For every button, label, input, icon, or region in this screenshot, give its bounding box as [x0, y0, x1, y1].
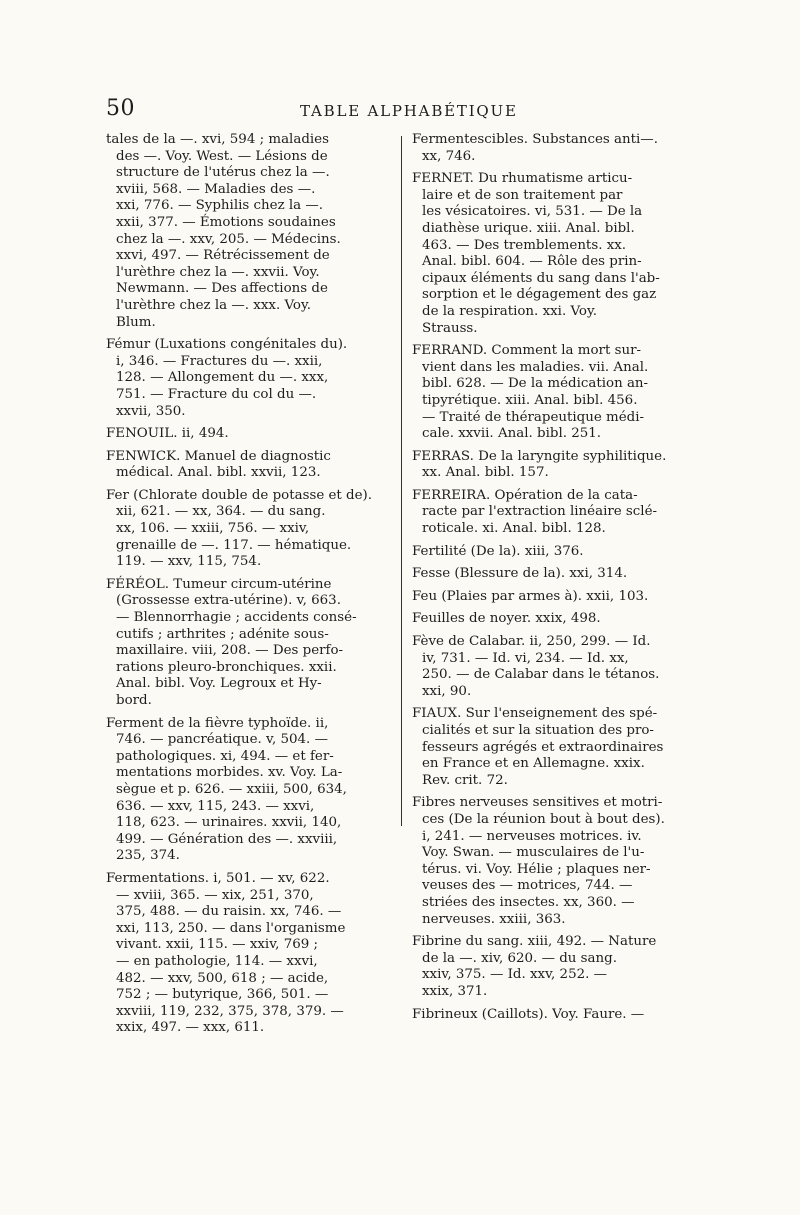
index-entry-line: cale. xxvii. Anal. bibl. 251.: [422, 426, 602, 442]
index-entry-line: 751. — Fracture du col du —.: [116, 386, 317, 402]
index-entry: [412, 589, 704, 606]
index-entry: [412, 706, 704, 789]
index-entry: [106, 337, 404, 420]
index-entry-line: FÉRÉOL. Tumeur circum-utérine: [106, 576, 332, 592]
index-entry: [106, 871, 404, 1037]
running-head: TABLE ALPHABÉTIQUE: [300, 102, 518, 120]
index-entry-line: 128. — Allongement du —. xxx,: [116, 370, 329, 386]
index-entry: [412, 934, 704, 1000]
index-entry-line: 636. — xxv, 115, 243. — xxvi,: [116, 798, 315, 814]
index-entry-line: térus. vi. Voy. Hélie ; plaques ner-: [422, 861, 651, 877]
index-entry-line: iv, 731. — Id. vi, 234. — Id. xx,: [422, 650, 629, 666]
index-entry: [106, 449, 404, 482]
index-entry-line: cipaux éléments du sang dans l'ab-: [422, 270, 660, 286]
page-number: 50: [106, 96, 135, 121]
index-entry-line: tipyrétique. xiii. Anal. bibl. 456.: [422, 392, 638, 408]
index-entry-line: xii, 621. — xx, 364. — du sang.: [116, 504, 326, 520]
index-entry-line: 746. — pancréatique. v, 504. —: [116, 732, 328, 748]
index-entry-line: xxvii, 350.: [116, 403, 186, 419]
index-entry-line: xxi, 90.: [422, 683, 472, 699]
index-entry-line: 752 ; — butyrique, 366, 501. —: [116, 987, 329, 1003]
index-entry: [412, 566, 704, 583]
index-entry-line: 118, 623. — urinaires. xxvii, 140,: [116, 815, 342, 831]
index-entry-line: FIAUX. Sur l'enseignement des spé-: [412, 706, 658, 722]
index-entry-line: xx, 746.: [422, 148, 476, 164]
index-entry-line: Fibrineux (Caillots). Voy. Faure. —: [412, 1006, 645, 1022]
index-entry-line: Feuilles de noyer. xxix, 498.: [412, 611, 601, 627]
index-entry-line: Voy. Swan. — musculaires de l'u-: [422, 845, 645, 861]
index-entry-line: 499. — Génération des —. xxviii,: [116, 831, 338, 847]
index-entry-line: 482. — xxv, 500, 618 ; — acide,: [116, 970, 329, 986]
index-entry-line: FERRAND. Comment la mort sur-: [412, 343, 642, 359]
index-entry-line: tales de la —. xvi, 594 ; maladies: [106, 132, 329, 147]
index-entry-line: racte par l'extraction linéaire sclé-: [422, 504, 658, 520]
index-entry-line: Fesse (Blessure de la). xxi, 314.: [412, 566, 628, 582]
index-entry: [412, 634, 704, 700]
index-entry-line: i, 241. — nerveuses motrices. iv.: [422, 828, 642, 844]
index-entry-line: Fibrine du sang. xiii, 492. — Nature: [412, 934, 657, 950]
index-entry-line: Fer (Chlorate double de potasse et de).: [106, 487, 373, 503]
index-entry-line: xxix, 497. — xxx, 611.: [116, 1020, 265, 1036]
index-entry-line: veuses des — motrices, 744. —: [422, 878, 633, 894]
index-entry-line: vient dans les maladies. vii. Anal.: [422, 359, 649, 375]
index-entry-line: sorption et le dégagement des gaz: [422, 287, 657, 303]
index-entry-line: FERNET. Du rhumatisme articu-: [412, 171, 633, 187]
index-entry-line: xx, 106. — xxiii, 756. — xxiv,: [116, 521, 310, 537]
index-entry-line: les vésicatoires. vi, 531. — De la: [422, 204, 643, 220]
index-entry-line: Newmann. — Des affections de: [116, 281, 328, 297]
index-entry-line: fesseurs agrégés et extraordinaires: [422, 739, 664, 755]
index-entry: [412, 611, 704, 628]
index-entry-line: cutifs ; arthrites ; adénite sous-: [116, 626, 329, 642]
index-entry-line: 463. — Des tremblements. xx.: [422, 237, 627, 253]
index-entry-line: FERRAS. De la laryngite syphilitique.: [412, 448, 667, 464]
index-entry-line: diathèse urique. xiii. Anal. bibl.: [422, 220, 635, 236]
index-entry: [106, 488, 404, 571]
index-entry-line: grenaille de —. 117. — hématique.: [116, 537, 352, 553]
right-column: [412, 132, 704, 1029]
index-entry-line: l'urèthre chez la —. xxvii. Voy.: [116, 264, 320, 280]
index-entry: [412, 544, 704, 561]
index-entry: [412, 488, 704, 538]
index-entry-line: des —. Voy. West. — Lésions de: [116, 148, 328, 164]
index-entry-line: xxiv, 375. — Id. xxv, 252. —: [422, 967, 608, 983]
index-entry-line: Ferment de la fièvre typhoïde. ii,: [106, 715, 329, 731]
index-entry-line: rations pleuro-bronchiques. xxii.: [116, 659, 337, 675]
index-entry: [412, 795, 704, 928]
index-entry-line: Feu (Plaies par armes à). xxii, 103.: [412, 588, 649, 604]
index-entry-line: striées des insectes. xx, 360. —: [422, 894, 635, 910]
index-entry-line: Fémur (Luxations congénitales du).: [106, 337, 348, 353]
index-entry-line: i, 346. — Fractures du —. xxii,: [116, 353, 323, 369]
index-entry-line: Anal. bibl. Voy. Legroux et Hy-: [116, 676, 322, 692]
index-entry-line: cialités et sur la situation des pro-: [422, 723, 654, 738]
index-entry-line: Anal. bibl. 604. — Rôle des prin-: [422, 254, 642, 270]
index-entry-line: maxillaire. viii, 208. — Des perfo-: [116, 643, 344, 659]
index-entry-line: structure de l'utérus chez la —.: [116, 165, 330, 181]
index-entry-line: Fermentations. i, 501. — xv, 622.: [106, 870, 330, 886]
index-entry-line: — Traité de thérapeutique médi-: [422, 409, 645, 425]
index-entry-line: ces (De la réunion bout à bout des).: [422, 811, 665, 827]
index-entry-line: xx. Anal. bibl. 157.: [422, 465, 549, 481]
index-entry-line: bord.: [116, 693, 152, 708]
index-entry-line: de la respiration. xxi. Voy.: [422, 303, 598, 319]
index-entry-line: pathologiques. xi, 494. — et fer-: [116, 748, 334, 764]
index-entry-line: xxvi, 497. — Rétrécissement de: [116, 248, 330, 264]
index-entry-line: FENWICK. Manuel de diagnostic: [106, 448, 331, 464]
index-entry-line: nerveuses. xxiii, 363.: [422, 911, 566, 927]
index-entry-line: Blum.: [116, 314, 156, 330]
index-entry-line: vivant. xxii, 115. — xxiv, 769 ;: [116, 937, 319, 953]
index-entry-line: (Grossesse extra-utérine). v, 663.: [116, 593, 341, 609]
index-entry-line: Strauss.: [422, 320, 478, 336]
index-entry-line: sègue et p. 626. — xxiii, 500, 634,: [116, 781, 347, 797]
index-entry-line: de la —. xiv, 620. — du sang.: [422, 950, 617, 966]
index-entry: [412, 343, 704, 443]
index-entry-line: l'urèthre chez la —. xxx. Voy.: [116, 297, 311, 313]
index-entry-line: xxi, 113, 250. — dans l'organisme: [116, 920, 346, 936]
index-entry-line: 375, 488. — du raisin. xx, 746. —: [116, 904, 342, 920]
index-entry-line: en France et en Allemagne. xxix.: [422, 756, 645, 772]
index-entry-line: 250. — de Calabar dans le tétanos.: [422, 667, 660, 683]
index-entry-line: FERREIRA. Opération de la cata-: [412, 487, 638, 503]
index-entry-line: xxii, 377. — Émotions soudaines: [116, 214, 336, 230]
index-entry-line: — Blennorrhagie ; accidents consé-: [116, 610, 357, 626]
index-entry: [106, 426, 404, 443]
index-entry-line: Fertilité (De la). xiii, 376.: [412, 543, 584, 559]
index-entry-line: xviii, 568. — Maladies des —.: [116, 181, 316, 197]
index-entry-line: xxi, 776. — Syphilis chez la —.: [116, 198, 324, 214]
left-column: [106, 132, 404, 1043]
index-entry: [412, 132, 704, 165]
index-entry-line: roticale. xi. Anal. bibl. 128.: [422, 521, 606, 537]
index-entry-line: Fève de Calabar. ii, 250, 299. — Id.: [412, 634, 651, 650]
index-entry-line: Fibres nerveuses sensitives et motri-: [412, 795, 663, 811]
index-entry-line: médical. Anal. bibl. xxvii, 123.: [116, 465, 321, 481]
index-entry-line: Fermentescibles. Substances anti—.: [412, 132, 658, 147]
index-entry: [106, 716, 404, 865]
index-entry: [412, 449, 704, 482]
index-entry-line: xxix, 371.: [422, 983, 488, 999]
index-entry: [412, 171, 704, 337]
index-entry-line: laire et de son traitement par: [422, 187, 623, 203]
index-entry-line: 235, 374.: [116, 848, 180, 864]
index-entry: [106, 577, 404, 710]
index-entry-line: — en pathologie, 114. — xxvi,: [116, 953, 318, 969]
index-entry-line: Rev. crit. 72.: [422, 772, 508, 788]
index-entry-line: FENOUIL. ii, 494.: [106, 426, 229, 442]
index-entry-line: chez la —. xxv, 205. — Médecins.: [116, 231, 341, 247]
index-entry: [412, 1007, 704, 1024]
index-entry-line: bibl. 628. — De la médication an-: [422, 376, 649, 392]
index-entry-line: 119. — xxv, 115, 754.: [116, 554, 262, 570]
index-entry: [106, 132, 404, 331]
index-entry-line: xxviii, 119, 232, 375, 378, 379. —: [116, 1003, 344, 1019]
index-entry-line: — xviii, 365. — xix, 251, 370,: [116, 887, 314, 903]
index-entry-line: mentations morbides. xv. Voy. La-: [116, 765, 343, 781]
